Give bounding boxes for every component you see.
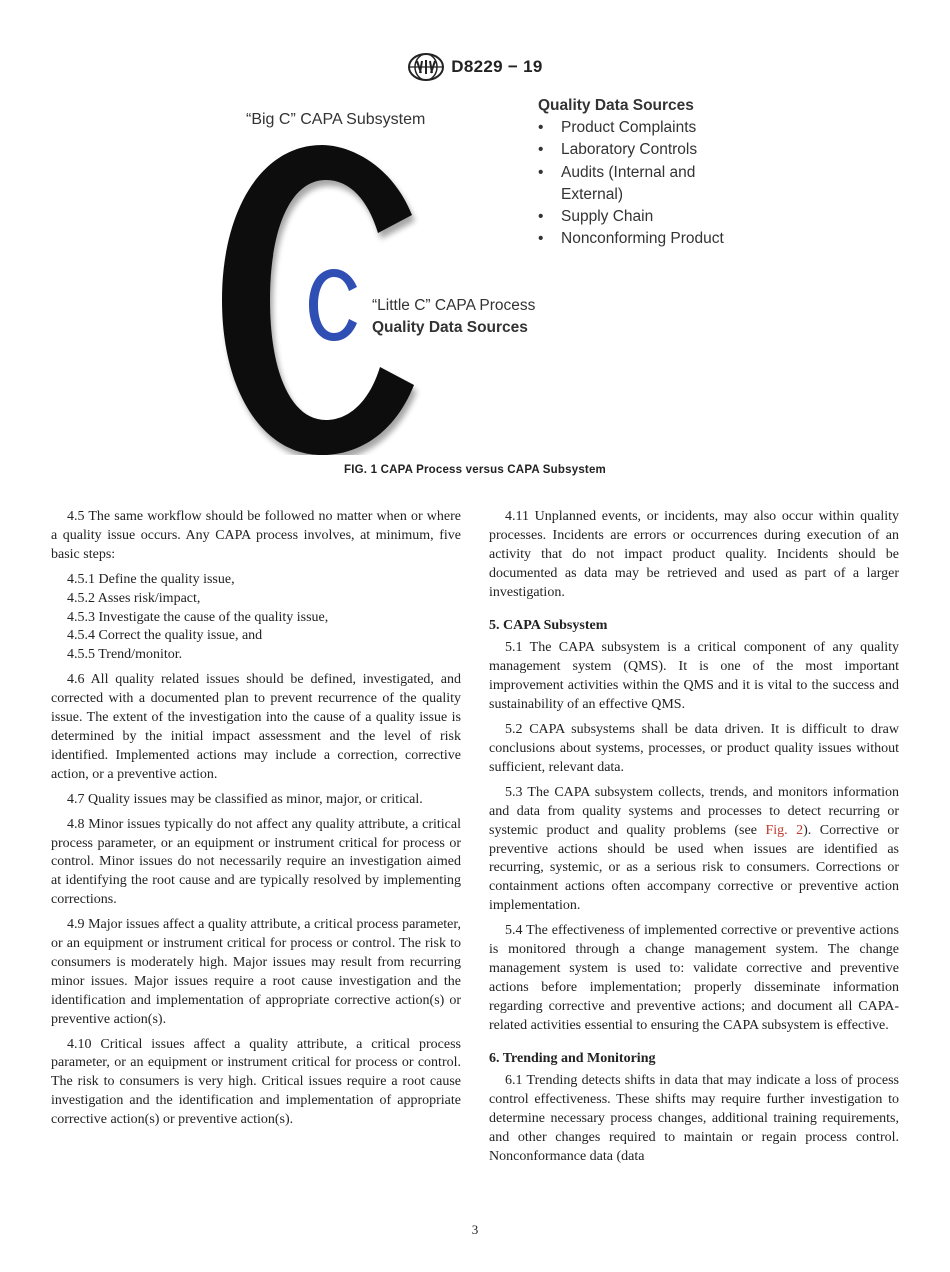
little-c-text [372, 295, 535, 339]
document-designation: D8229 − 19 [451, 57, 543, 76]
fig-2-link[interactable]: Fig. 2 [765, 822, 804, 838]
paragraph-5-3: 5.3 The CAPA subsystem collects, trends, and monitors information and data from quality systems and processes to detect recurring or systemic product and quality problems (see Fig. 2). Corrective or preventive actions should be used when issues are identified as recurring, systemic, or as a serious risk to consumers. Corrections or containment actions often accompany corrective or preventive action implementation. [489, 784, 899, 914]
astm-logo-icon [407, 52, 445, 82]
quality-sources-list [538, 117, 731, 251]
list-item: • Supply Chain [538, 206, 731, 228]
big-c-label: “Big C” CAPA Subsystem [246, 111, 426, 128]
little-c-line2: Quality Data Sources [372, 319, 528, 336]
section-5-heading: 5. CAPA Subsystem [489, 617, 608, 633]
little-c-graphic [305, 265, 365, 345]
figure-caption: FIG. 1 CAPA Process versus CAPA Subsystem [344, 464, 606, 476]
quality-data-sources [538, 97, 731, 251]
paragraph-4-11: 4.11 Unplanned events, or incidents, may also occur within quality processes. Incidents are errors or occurrences during execution of an activity that do not impact product quality. Incidents should be documented as data may be retrieved and used as part of a larger investigation. [489, 509, 899, 600]
list-item: • Product Complaints [538, 117, 731, 139]
right-column [489, 508, 899, 1173]
step-item: 4.5.2 Asses risk/impact, [67, 590, 201, 606]
quality-sources-title: Quality Data Sources [538, 97, 694, 114]
paragraph-4-6: 4.6 All quality related issues should be defined, investigated, and corrected with a documented plan to prevent recurrence of the quality issue. The extent of the investigation into the cause of a quality issue is determined by the initial impact assessment and the level of risk identified. Implemented actions may include a correction, corrective action, or a preventive action. [51, 672, 461, 782]
little-c-line1: “Little C” CAPA Process [372, 297, 536, 314]
list-item: • Laboratory Controls [538, 139, 731, 161]
left-column [51, 508, 461, 1136]
step-item: 4.5.5 Trend/monitor. [67, 647, 183, 663]
section-6-heading: 6. Trending and Monitoring [489, 1050, 656, 1066]
list-item: • Nonconforming Product [538, 228, 731, 250]
paragraph-4-10: 4.10 Critical issues affect a quality attribute, a critical process parameter, or an equipment or instrument critical for process or control. The risk to consumers is very high. Critical issues require a root cause investigation and the identification and implementation of appropriate corrective action(s) or preventive action(s). [51, 1036, 461, 1128]
list-item: • Audits (Internal and External) [538, 162, 731, 207]
paragraph-4-9: 4.9 Major issues affect a quality attribute, a critical process parameter, or an equipment or instrument critical for process or control. The risk to consumers is moderately high. Major issues may result from recurring minor issues. Major issues require a root cause investigation and the identification and implementation of appropriate corrective action(s) or preventive action(s). [51, 917, 461, 1027]
paragraph-4-7: 4.7 Quality issues may be classified as minor, major, or critical. [67, 791, 423, 807]
paragraph-4-8: 4.8 Minor issues typically do not affect any quality attribute, a critical process parameter, or an equipment or instrument critical for process or control. Minor issues do not necessarily require an investigation aimed at identifying the root cause and are typically resolved by implementing corrections. [51, 816, 461, 908]
paragraph-5-2: 5.2 CAPA subsystems shall be data driven. It is difficult to draw conclusions about systems, processes, or product quality issues without sufficient, relevant data. [489, 722, 899, 775]
step-item: 4.5.1 Define the quality issue, [67, 571, 235, 587]
paragraph-5-1: 5.1 The CAPA subsystem is a critical component of any quality management system (QMS). It is one of the most important improvement activities within the QMS and it is vital to the success and sustainability of an effective QMS. [489, 640, 899, 713]
step-item: 4.5.4 Correct the quality issue, and [67, 628, 263, 644]
paragraph-6-1: 6.1 Trending detects shifts in data that may indicate a loss of process control effectiveness. These shifts may require further investigation to determine necessary process changes, additional training requirements, and other changes required to maintain or regain process control. Nonconformance data (data [489, 1073, 899, 1165]
page-number: 3 [471, 1222, 479, 1237]
step-item: 4.5.3 Investigate the cause of the quality issue, [67, 609, 329, 625]
paragraph-4-5: 4.5 The same workflow should be followed no matter when or where a quality issue occurs. Any CAPA process involves, at minimum, five basic steps: [51, 509, 461, 562]
figure-1 [0, 95, 950, 465]
paragraph-5-4: 5.4 The effectiveness of implemented corrective or preventive actions is monitored through a change management system. The change management system is used to: validate corrective and preventive actions before implementation; properly disseminate information regarding corrective and preventive actions; and document all CAPA-related activities essential to ensuring the CAPA subsystem is effective. [489, 923, 899, 1033]
page-header [0, 52, 950, 82]
